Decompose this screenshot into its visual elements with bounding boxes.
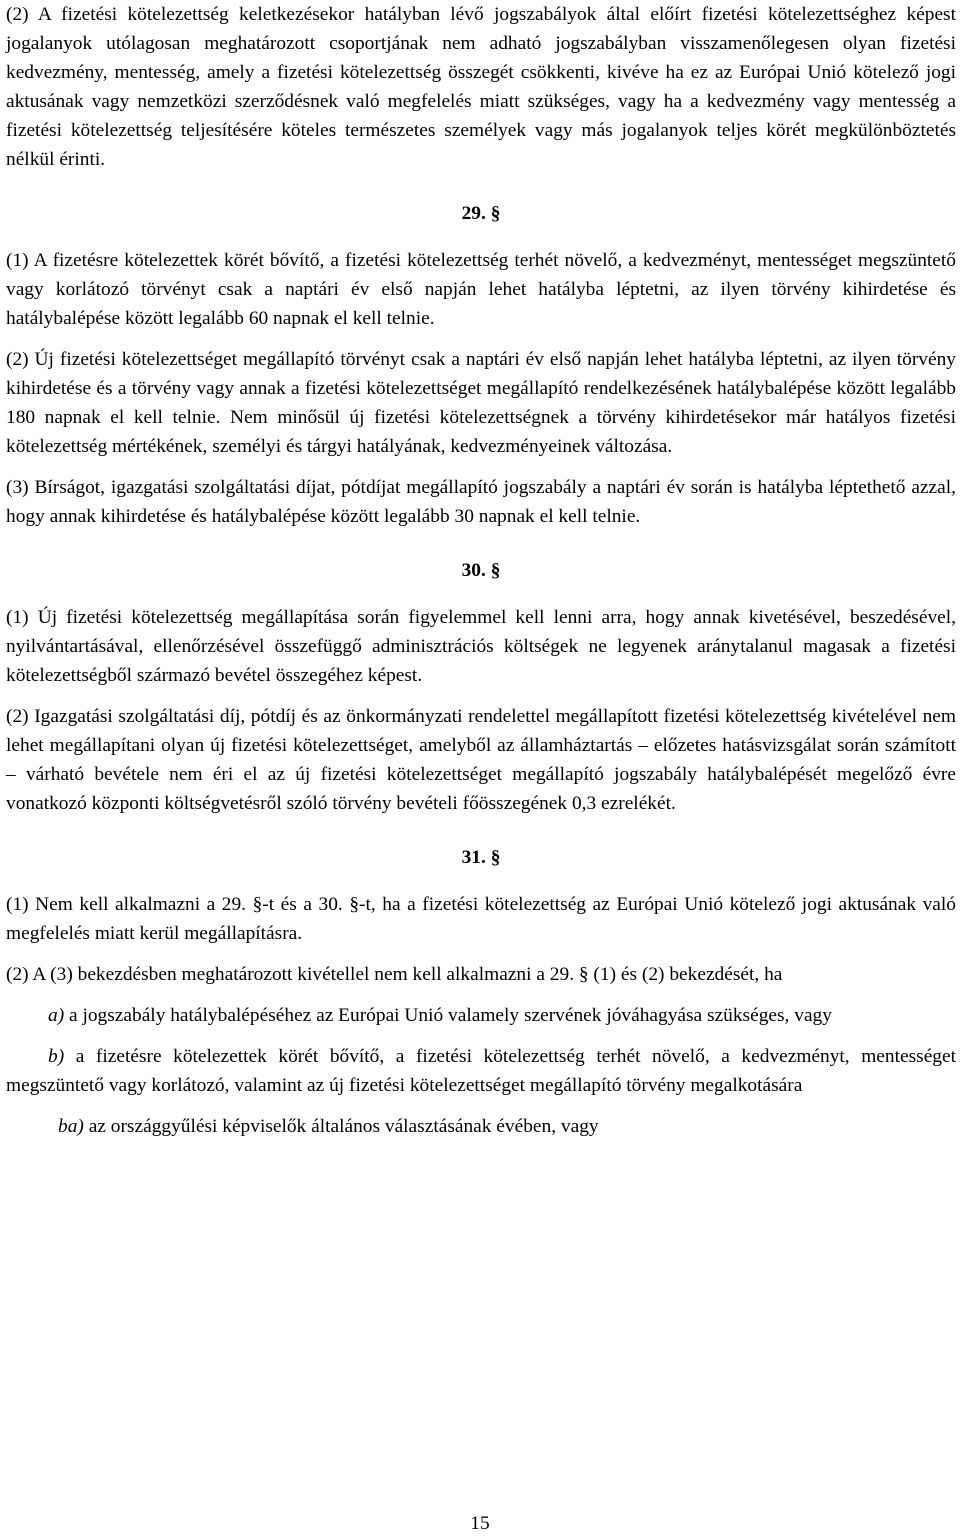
paragraph-31-2: (2) A (3) bekezdésben meghatározott kivétellel nem kell alkalmazni a 29. § (1) és (2) bekezdését, ha [6, 964, 783, 985]
section-heading-31: 31. § [461, 847, 501, 868]
list-item-a-text: a jogszabály hatálybalépéséhez az Európai Unió valamely szervének jóváhagyása szükséges, vagy [69, 1005, 832, 1026]
paragraph-29-1: (1) A fizetésre kötelezettek körét bővítő, a fizetési kötelezettség terhét növelő, a kedvezményt, mentességet megszüntető vagy korlátozó törvényt csak a naptári év első napján lehet hatályba léptetni, az ilyen törvény kihirdetése és hatálybalépése között legalább 60 napnak el kell telnie. [6, 250, 956, 329]
list-item-ba-text: az országgyűlési képviselők általános választásának évében, vagy [88, 1116, 599, 1137]
paragraph-29-3: (3) Bírságot, igazgatási szolgáltatási díjat, pótdíjat megállapító jogszabály a naptári év során is hatályba léptethető azzal, hogy annak kihirdetése és hatálybalépése között legalább 30 napnak el kell telnie. [6, 477, 956, 527]
list-item-b [6, 1042, 956, 1100]
paragraph-31-1: (1) Nem kell alkalmazni a 29. §-t és a 30. §-t, ha a fizetési kötelezettség az Európai Unió kötelező jogi aktusának való megfelelés miatt kerül megállapításra. [6, 894, 956, 944]
document-page [6, 0, 956, 1141]
section-heading-30: 30. § [461, 560, 501, 581]
list-item-ba-marker: ba) [58, 1116, 84, 1137]
list-item-b-text: a fizetésre kötelezettek körét bővítő, a fizetési kötelezettség terhét növelő, a kedvezményt, mentességet megszüntető vagy korlátozó, valamint az új fizetési kötelezettséget megállapító törvény megalkotására [6, 1046, 956, 1096]
paragraph-30-1: (1) Új fizetési kötelezettség megállapítása során figyelemmel kell lenni arra, hogy annak kivetésével, beszedésével, nyilvántartásával, ellenőrzésével összefüggő adminisztrációs költségek ne legyenek aránytalanul magasak a fizetési kötelezettségből származó bevétel összegéhez képest. [6, 607, 956, 686]
list-item-b-marker: b) [48, 1046, 65, 1067]
list-item-a [6, 1001, 956, 1030]
paragraph-29-2: (2) Új fizetési kötelezettséget megállapító törvényt csak a naptári év első napján lehet hatályba léptetni, az ilyen törvény kihirdetése és a törvény vagy annak a fizetési kötelezettséget megállapító rendelkezésének hatálybalépése között legalább 180 napnak el kell telnie. Nem minősül új fizetési kötelezettségnek a törvény kihirdetésekor már hatályos fizetési kötelezettség mértékének, személyi és tárgyi hatályának, kedvezményeinek változása. [6, 349, 956, 457]
page-number: 15 [470, 1513, 490, 1534]
list-item-ba [6, 1112, 956, 1141]
list-item-a-marker: a) [48, 1005, 65, 1026]
paragraph-30-2: (2) Igazgatási szolgáltatási díj, pótdíj és az önkormányzati rendelettel megállapított fizetési kötelezettség kivételével nem lehet megállapítani olyan új fizetési kötelezettséget, amelyből az államháztartás – előzetes hatásvizsgálat során számított – várható bevétele nem éri el az új fizetési kötelezettséget megállapító jogszabály hatálybalépését megelőző évre vonatkozó központi költségvetésről szóló törvény bevételi főösszegének 0,3 ezrelékét. [6, 706, 956, 814]
section-heading-29: 29. § [461, 203, 501, 224]
paragraph-28-2: (2) A fizetési kötelezettség keletkezésekor hatályban lévő jogszabályok által előírt fizetési kötelezettséghez képest jogalanyok utólagosan meghatározott csoportjának nem adható jogszabályban visszamenőlegesen olyan fizetési kedvezmény, mentesség, amely a fizetési kötelezettség összegét csökkenti, kivéve ha ez az Európai Unió kötelező jogi aktusának vagy nemzetközi szerződésnek való megfelelés miatt szükséges, vagy ha a kedvezmény vagy mentesség a fizetési kötelezettség teljesítésére köteles természetes személyek vagy más jogalanyok teljes körét megkülönböztetés nélkül érinti. [6, 4, 956, 170]
